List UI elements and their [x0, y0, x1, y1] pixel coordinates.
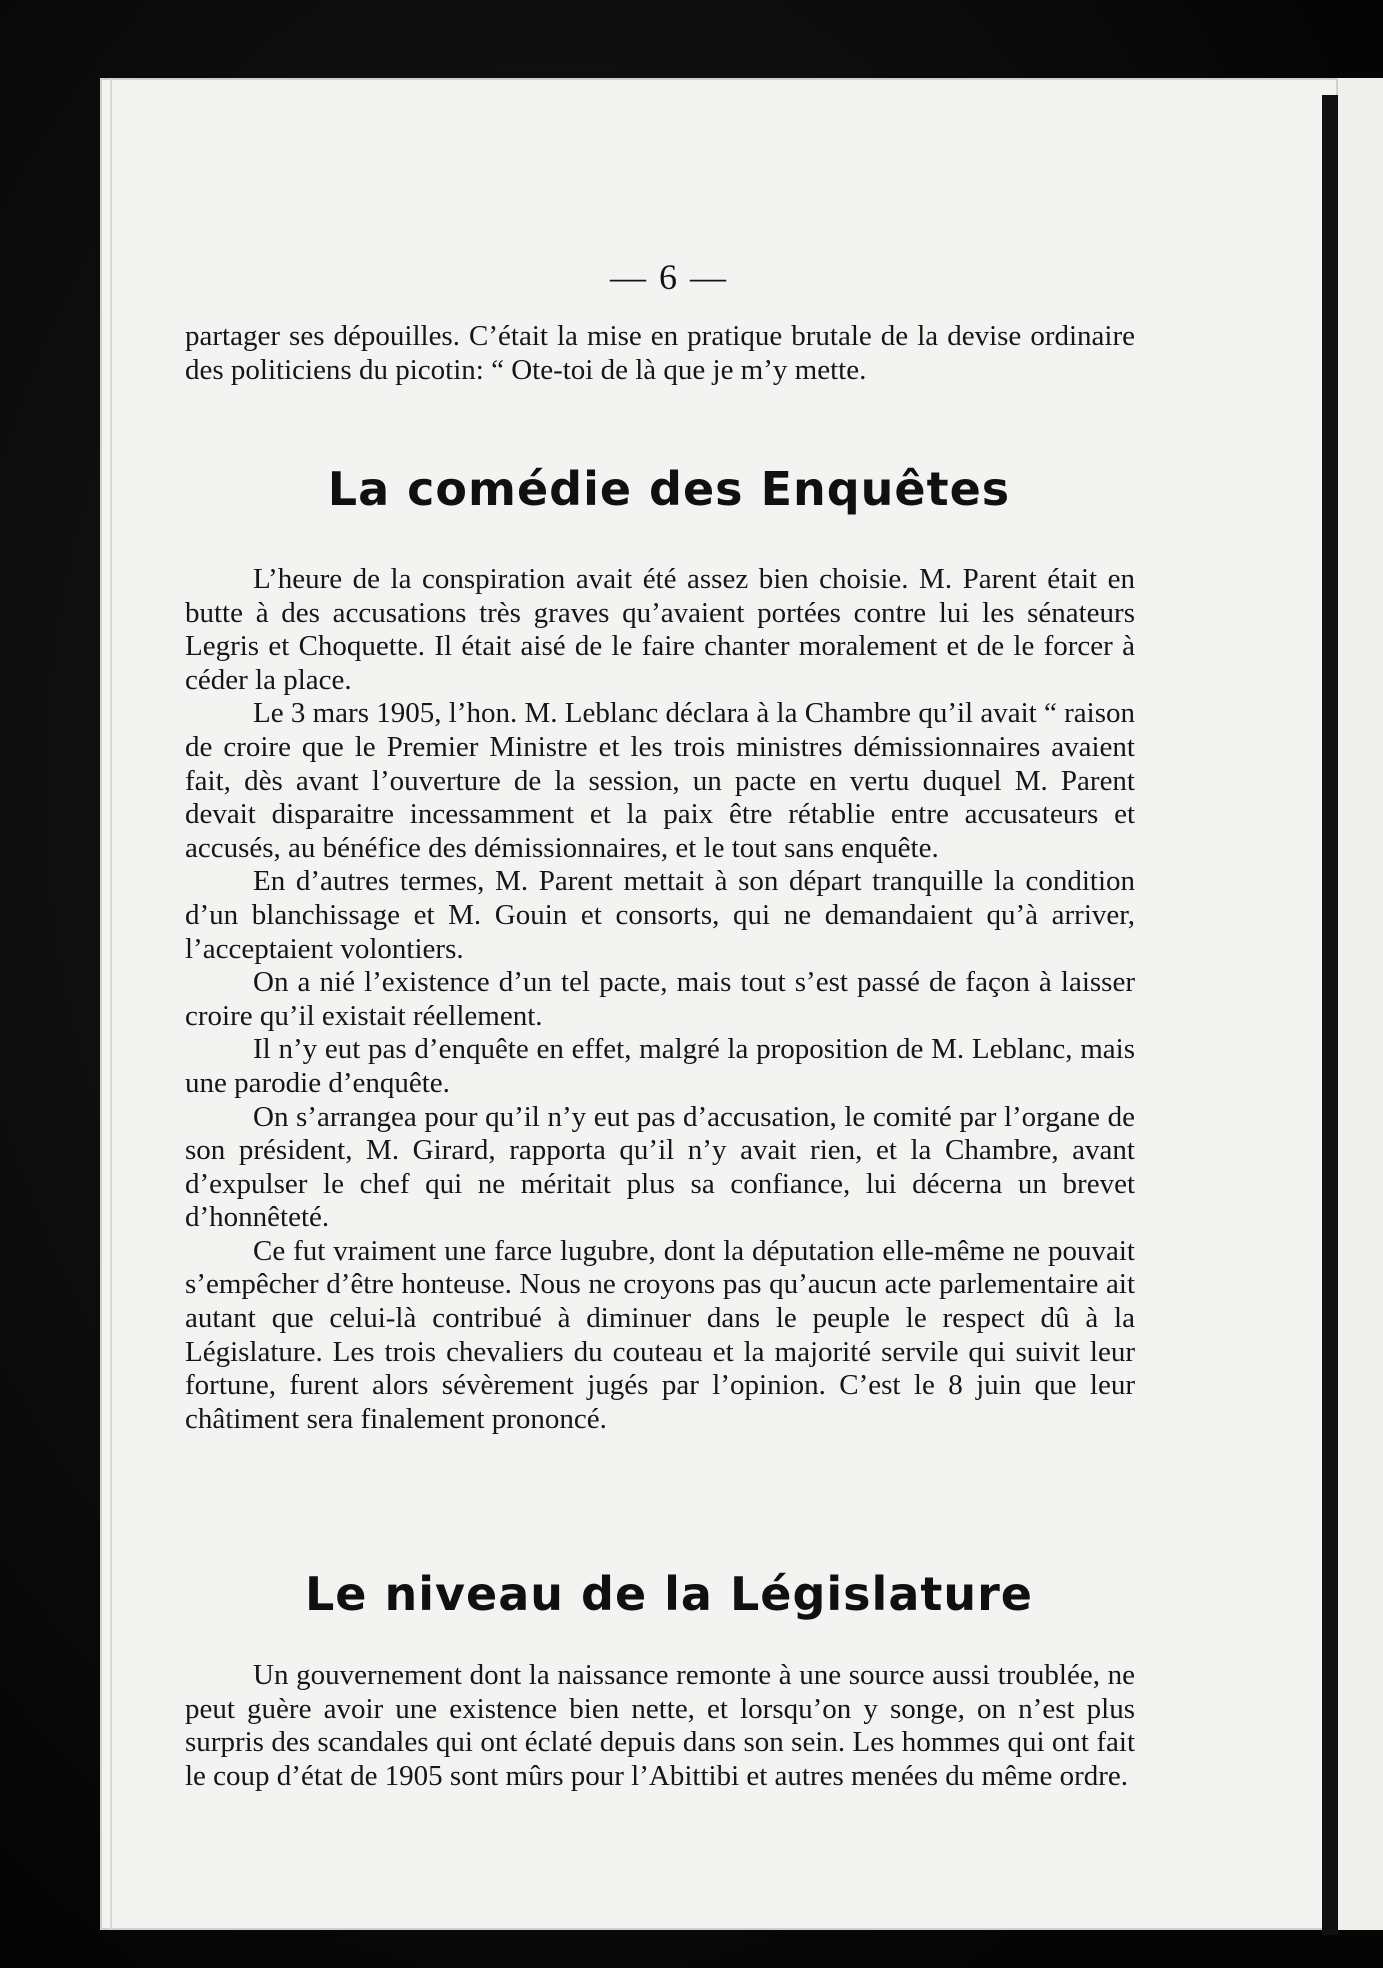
paragraph: On a nié l’existence d’un tel pacte, mais tout s’est passé de façon à laisser croire qu’il existait réellement.	[185, 966, 1135, 1032]
intro-text	[185, 320, 1135, 387]
legislature-text	[185, 1659, 1135, 1793]
paragraph: Ce fut vraiment une farce lugubre, dont la députation elle-même ne pouvait s’empêcher d’être honteuse. Nous ne croyons pas qu’aucun acte parlementaire ait autant que celui-là contribué à diminuer dans le peuple le respect dû à la Législature. Les trois chevaliers du couteau et la majorité servile qui suivit leur fortune, furent alors sévèrement jugés par l’opinion. C’est le 8 juin que leur châtiment sera finalement prononcé.	[185, 1234, 1135, 1435]
paragraph: Un gouvernement dont la naissance remonte à une source aussi troublée, ne peut guère avoir une existence bien nette, et lorsqu’on y songe, on n’est plus surpris des scandales qui ont éclaté depuis dans son sein. Les hommes qui ont fait le coup d’état de 1905 sont mûrs pour l’Abittibi et autres menées du même ordre.	[185, 1659, 1135, 1792]
facing-page-edge	[1338, 78, 1383, 1930]
paragraph: partager ses dépouilles. C’était la mise en pratique brutale de la devise ordinaire des politiciens du picotin: “ Ote-toi de là que je m’y mette.	[185, 320, 1135, 386]
page-number: — 6 —	[610, 257, 728, 297]
paragraph: Le 3 mars 1905, l’hon. M. Leblanc déclara à la Chambre qu’il avait “ raison de croire que le Premier Ministre et les trois ministres démissionnaires avaient fait, dès avant l’ouverture de la session, un pacte en vertu duquel M. Parent devait disparaitre incessamment et la paix être rétablie entre accusateurs et accusés, au bénéfice des démissionnaires, et le tout sans enquête.	[185, 697, 1135, 864]
paragraph: Il n’y eut pas d’enquête en effet, malgré la proposition de M. Leblanc, mais une parodie d’enquête.	[185, 1033, 1135, 1099]
enquetes-text	[185, 563, 1135, 1436]
section-heading-enquetes: La comédie des Enquêtes	[327, 462, 1011, 516]
page-inner-rule	[110, 78, 112, 1930]
paragraph: On s’arrangea pour qu’il n’y eut pas d’accusation, le comité par l’organe de son président, M. Girard, rapporta qu’il n’y avait rien, et la Chambre, avant d’expulser le chef qui ne méritait plus sa confiance, lui décerna un brevet d’honnêteté.	[185, 1100, 1135, 1234]
paragraph: L’heure de la conspiration avait été assez bien choisie. M. Parent était en butte à des accusations très graves qu’avaient portées contre lui les sénateurs Legris et Choquette. Il était aisé de le faire chanter moralement et de le forcer à céder la place.	[185, 563, 1135, 696]
section-heading-legislature: Le niveau de la Législature	[304, 1567, 1033, 1621]
paragraph: En d’autres termes, M. Parent mettait à son départ tranquille la condition d’un blanchissage et M. Gouin et consorts, qui ne demandaient qu’à arriver, l’acceptaient volontiers.	[185, 865, 1135, 965]
book-spine	[1322, 95, 1338, 1935]
